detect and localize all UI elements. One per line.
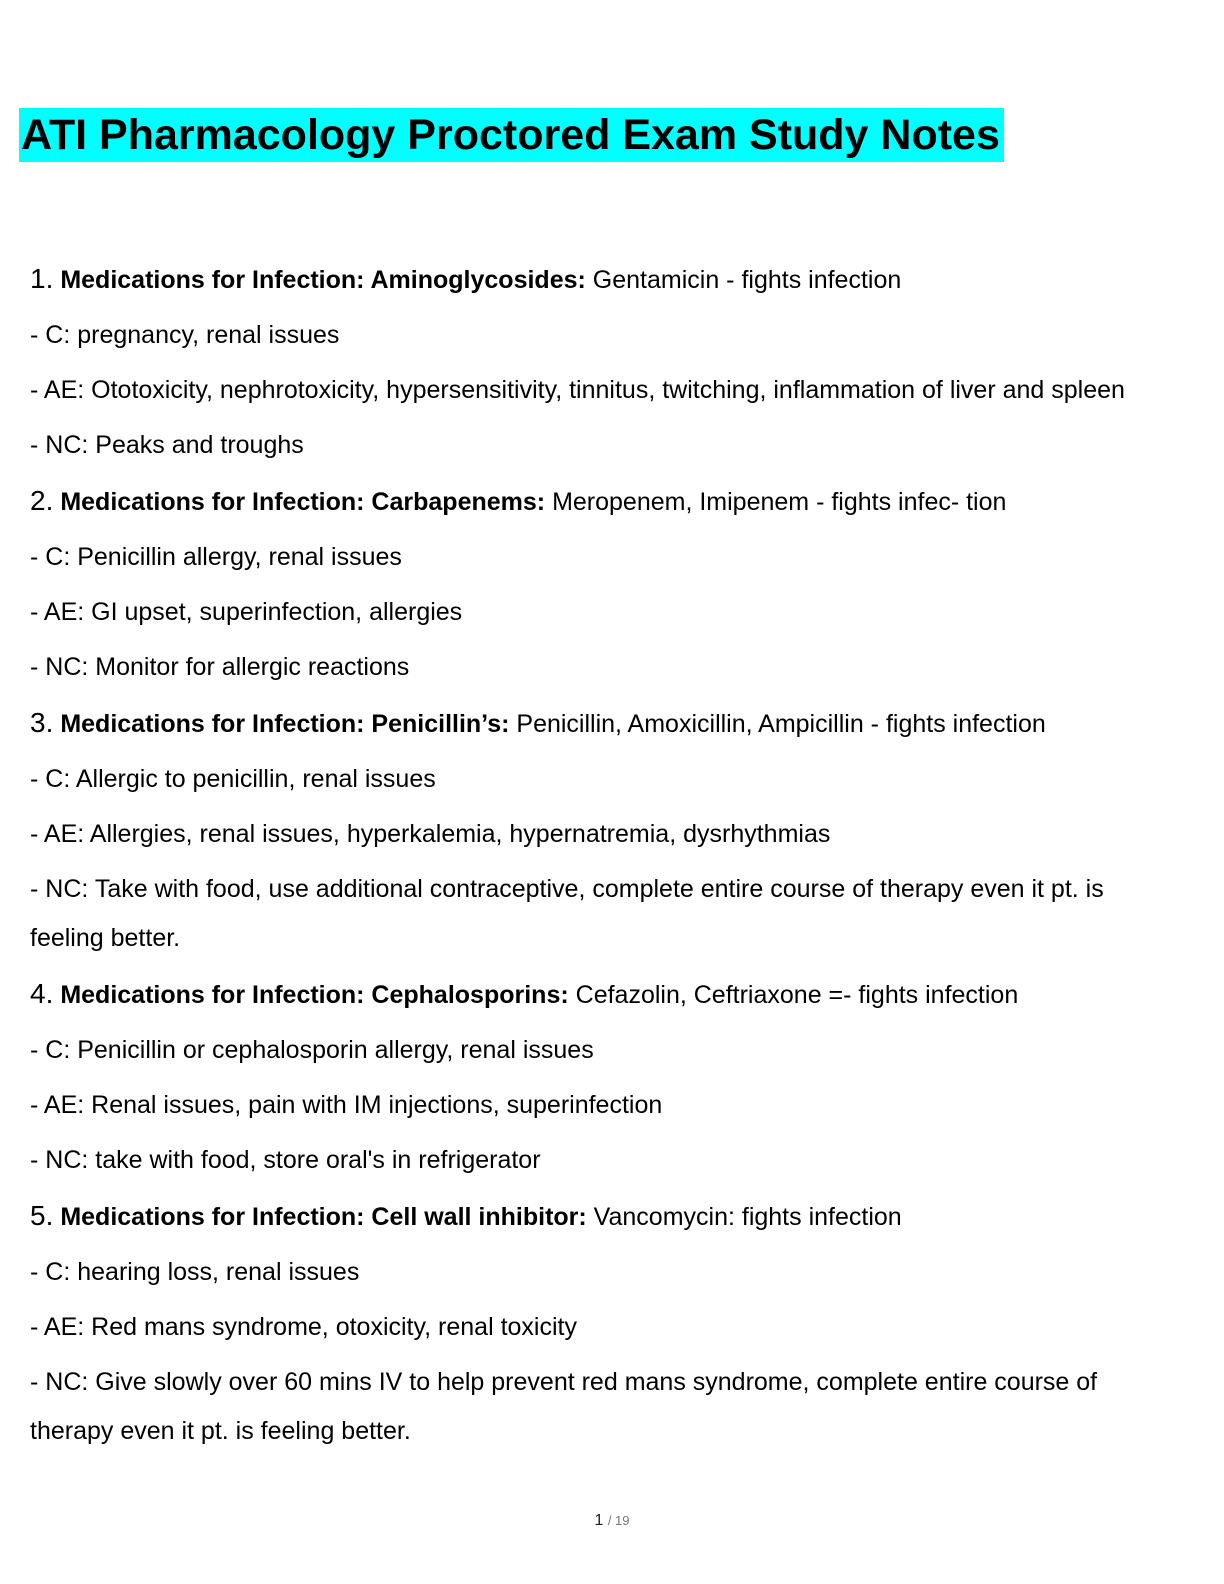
notes-body xyxy=(30,254,1170,1462)
item-text: C: hearing loss, renal issues xyxy=(45,1258,360,1286)
list-item xyxy=(30,533,1170,582)
bullet-dash: - xyxy=(30,598,39,626)
item-text: C: Allergic to penicillin, renal issues xyxy=(45,765,436,793)
section-summary: Penicillin, Amoxicillin, Ampicillin - fights infection xyxy=(516,710,1046,738)
item-text: AE: Red mans syndrome, otoxicity, renal toxicity xyxy=(43,1313,577,1341)
section-summary: Vancomycin: fights infection xyxy=(593,1203,902,1231)
item-text: AE: Allergies, renal issues, hyperkalemia, hypernatremia, dysrhythmias xyxy=(43,820,831,848)
list-item xyxy=(30,865,1170,963)
section-heading: Medications for Infection: Carbapenems: xyxy=(60,488,546,516)
bullet-dash: - xyxy=(30,1313,39,1341)
bullet-dash: - xyxy=(30,543,39,571)
item-text: NC: Give slowly over 60 mins IV to help prevent red mans syndrome, complete entire course of therapy even it pt. is feeling better. xyxy=(30,1368,1098,1445)
section-header xyxy=(30,698,1170,749)
page-total: / 19 xyxy=(607,1513,630,1528)
bullet-dash: - xyxy=(30,765,39,793)
list-item xyxy=(30,1358,1170,1456)
section-summary: Cefazolin, Ceftriaxone =- fights infection xyxy=(575,981,1019,1009)
list-item xyxy=(30,810,1170,859)
section-summary: Gentamicin - fights infection xyxy=(592,266,902,294)
list-item xyxy=(30,643,1170,692)
page-number xyxy=(0,1512,1224,1530)
section-header xyxy=(30,1191,1170,1242)
section-number: 5. xyxy=(30,1200,54,1231)
item-text: C: pregnancy, renal issues xyxy=(45,321,340,349)
section-heading: Medications for Infection: Penicillin’s: xyxy=(60,710,510,738)
section-number: 2. xyxy=(30,485,54,516)
list-item xyxy=(30,421,1170,470)
bullet-dash: - xyxy=(30,1368,39,1396)
list-item xyxy=(30,311,1170,360)
item-text: NC: Take with food, use additional contraceptive, complete entire course of therapy even it pt. is feeling better. xyxy=(30,875,1104,952)
list-item xyxy=(30,1303,1170,1352)
section-number: 1. xyxy=(30,263,54,294)
section-heading: Medications for Infection: Cell wall inhibitor: xyxy=(60,1203,587,1231)
item-text: NC: Peaks and troughs xyxy=(45,431,304,459)
section-heading: Medications for Infection: Cephalosporins: xyxy=(60,981,569,1009)
section-header xyxy=(30,476,1170,527)
section-number: 4. xyxy=(30,978,54,1009)
bullet-dash: - xyxy=(30,1091,39,1119)
list-item xyxy=(30,366,1170,415)
bullet-dash: - xyxy=(30,376,39,404)
list-item xyxy=(30,1026,1170,1075)
section-summary: Meropenem, Imipenem - fights infec- tion xyxy=(552,488,1007,516)
bullet-dash: - xyxy=(30,653,39,681)
bullet-dash: - xyxy=(30,1036,39,1064)
item-text: NC: take with food, store oral's in refrigerator xyxy=(45,1146,541,1174)
item-text: AE: Ototoxicity, nephrotoxicity, hypersensitivity, tinnitus, twitching, inflammation of liver and spleen xyxy=(43,376,1125,404)
bullet-dash: - xyxy=(30,321,39,349)
list-item xyxy=(30,1136,1170,1185)
list-item xyxy=(30,755,1170,804)
section-heading: Medications for Infection: Aminoglycosides: xyxy=(60,266,586,294)
section-number: 3. xyxy=(30,707,54,738)
item-text: C: Penicillin or cephalosporin allergy, renal issues xyxy=(45,1036,594,1064)
section-header xyxy=(30,969,1170,1020)
section-header xyxy=(30,254,1170,305)
item-text: AE: GI upset, superinfection, allergies xyxy=(43,598,463,626)
list-item xyxy=(30,1081,1170,1130)
item-text: NC: Monitor for allergic reactions xyxy=(45,653,410,681)
document-title: ATI Pharmacology Proctored Exam Study Notes xyxy=(19,108,1004,162)
page-current: 1 xyxy=(594,1512,604,1529)
list-item xyxy=(30,588,1170,637)
bullet-dash: - xyxy=(30,431,39,459)
item-text: AE: Renal issues, pain with IM injections, superinfection xyxy=(43,1091,663,1119)
bullet-dash: - xyxy=(30,1258,39,1286)
bullet-dash: - xyxy=(30,820,39,848)
bullet-dash: - xyxy=(30,1146,39,1174)
item-text: C: Penicillin allergy, renal issues xyxy=(45,543,402,571)
list-item xyxy=(30,1248,1170,1297)
bullet-dash: - xyxy=(30,875,39,903)
